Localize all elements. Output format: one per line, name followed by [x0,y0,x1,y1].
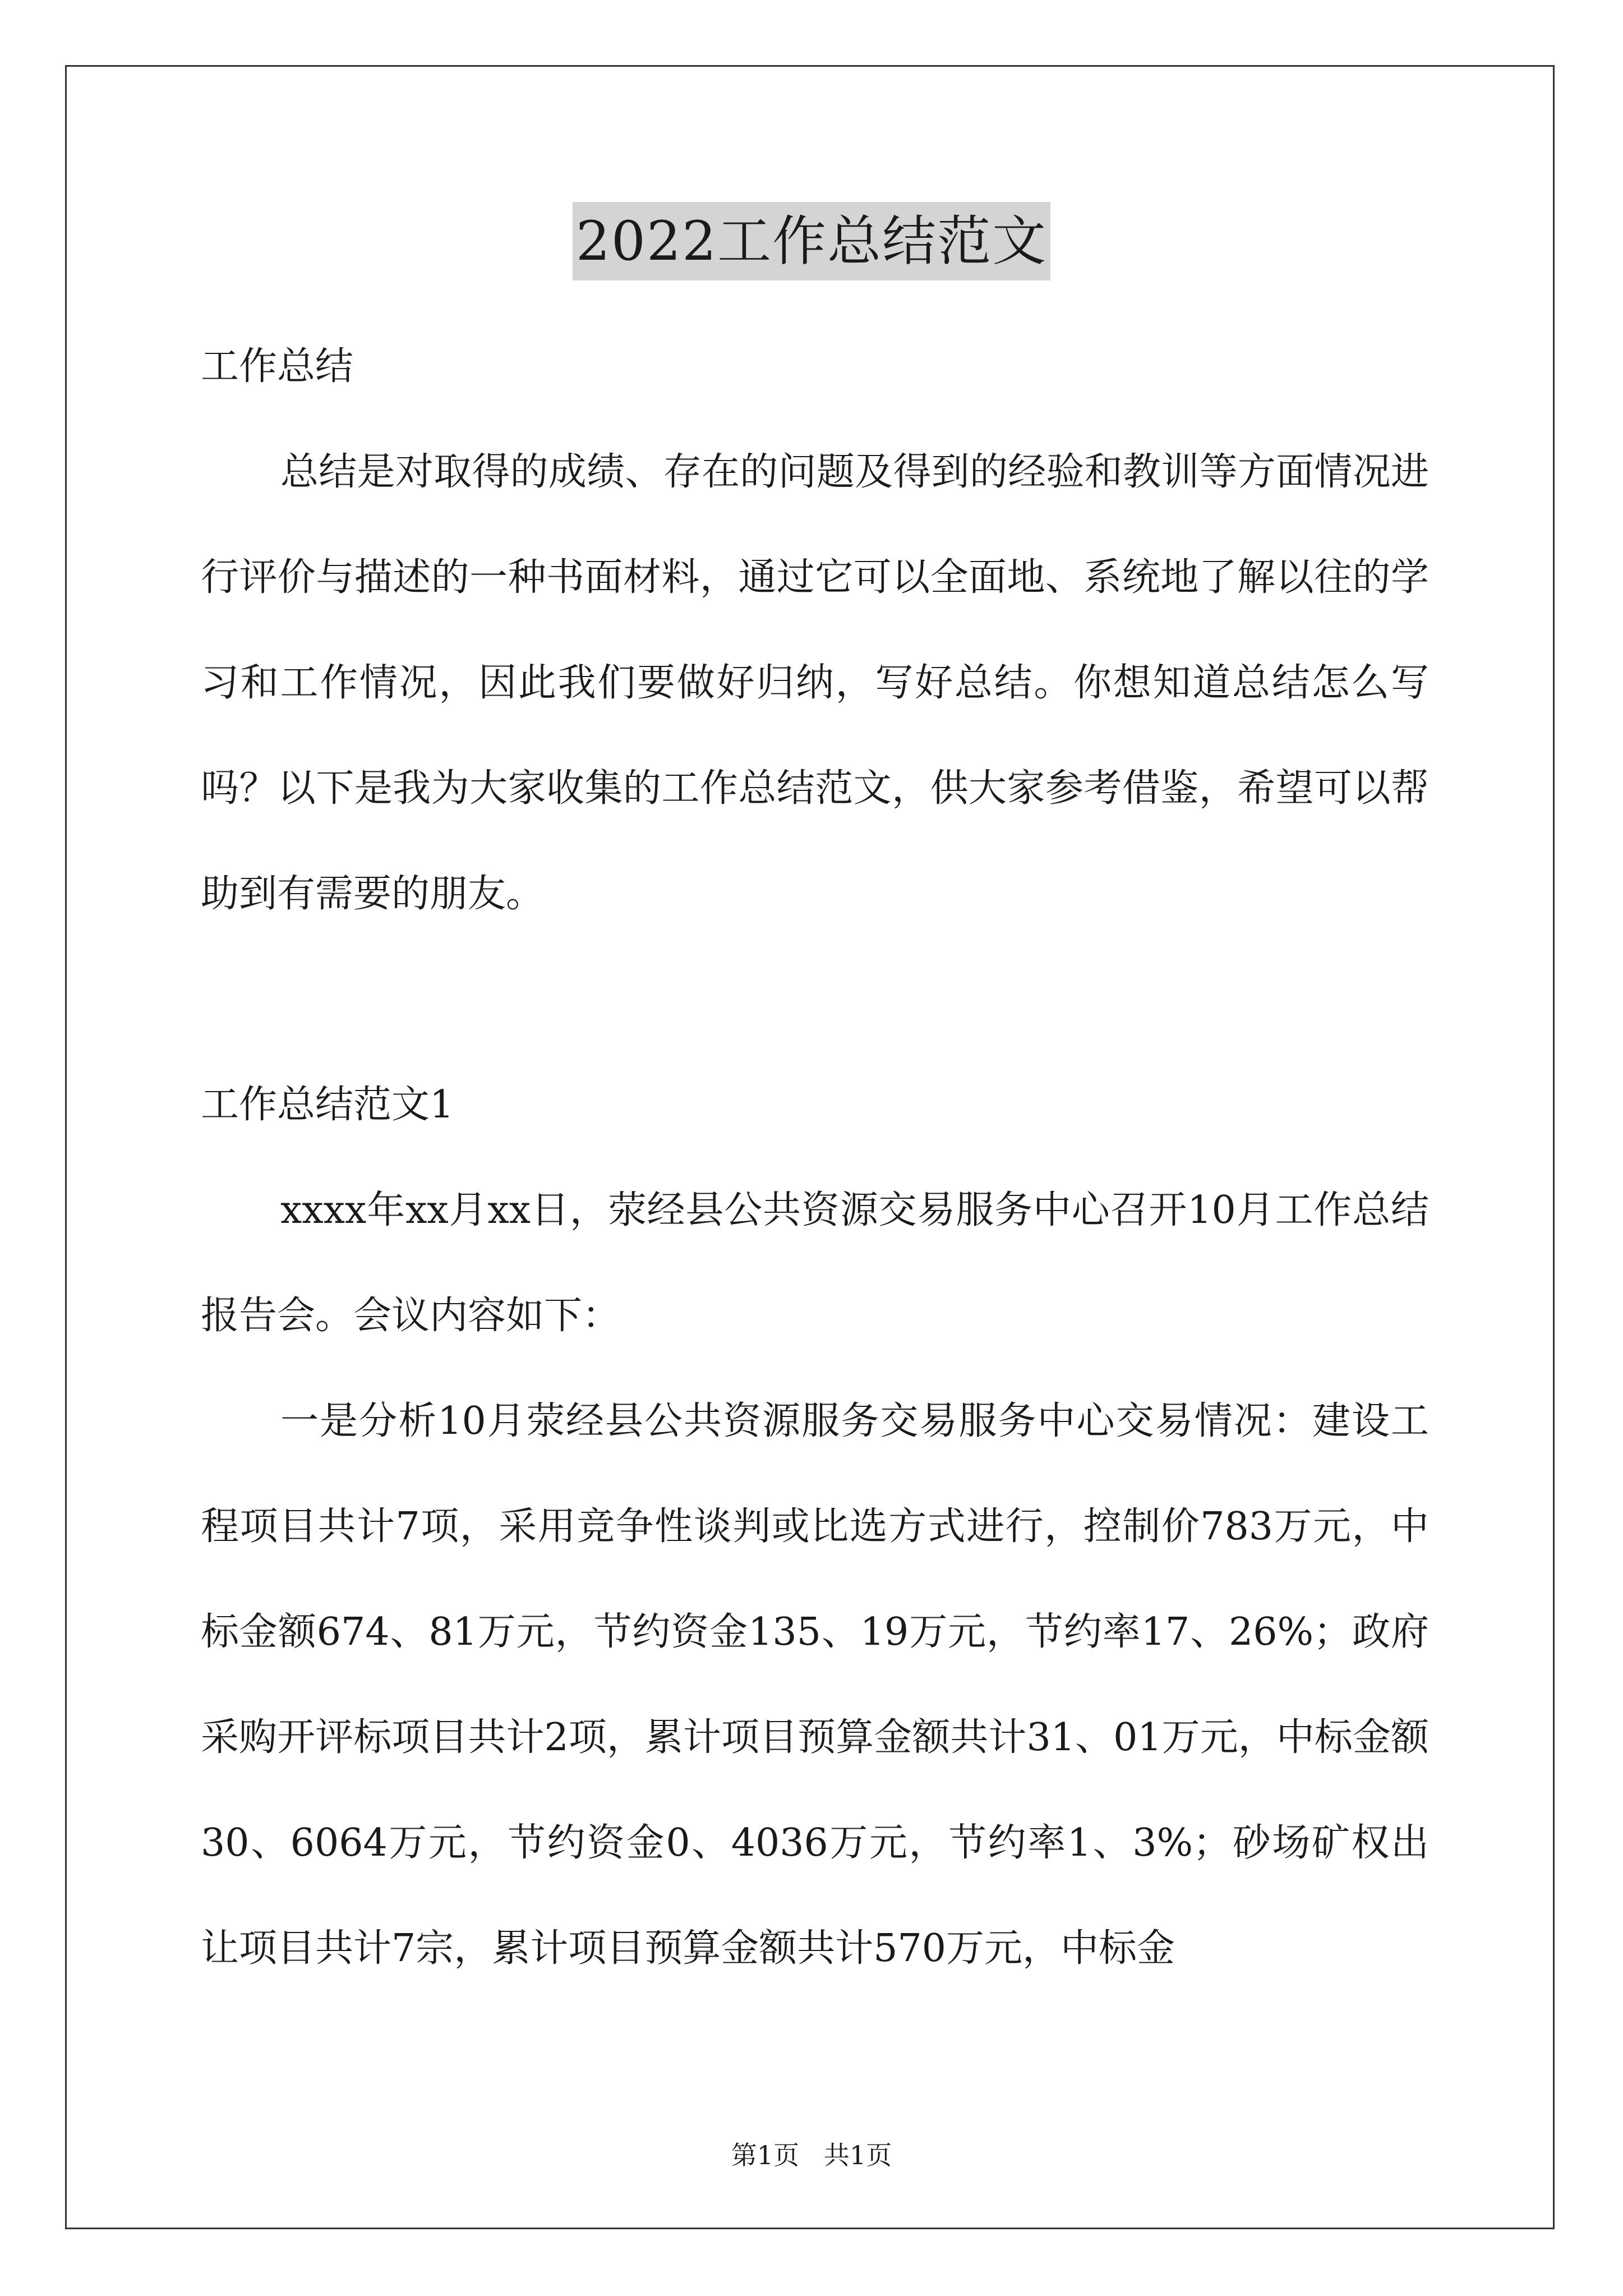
paragraph-spacer [201,947,1429,1052]
example-paragraph-1: xxxx年xx月xx日，荥经县公共资源交易服务中心召开10月工作总结报告会。会议内容如下： [201,1188,1429,1338]
intro-paragraph: 总结是对取得的成绩、存在的问题及得到的经验和教训等方面情况进行评价与描述的一种书面材料，通过它可以全面地、系统地了解以往的学习和工作情况，因此我们要做好归纳，写好总结。你想知道总结怎么写吗？以下是我为大家收集的工作总结范文，供大家参考借鉴，希望可以帮助到有需要的朋友。 [201,450,1429,916]
page-footer: 第1页 共1页 [731,2140,892,2170]
document-title: 2022工作总结范文 [573,202,1050,280]
title-container [0,202,1623,280]
document-body [201,314,1429,2001]
example-paragraph-2: 一是分析10月荥经县公共资源服务交易服务中心交易情况：建设工程项目共计7项，采用竞争性谈判或比选方式进行，控制价783万元，中标金额674、81万元，节约资金135、19万元，节约率17、26%；政府采购开评标项目共计2项，累计项目预算金额共计31、01万元，中标金额30、6064万元，节约资金0、4036万元，节约率1、3%；砂场矿权出让项目共计7宗，累计项目预算金额共计570万元，中标金 [201,1399,1429,1971]
section-heading: 工作总结 [201,344,354,389]
example-heading: 工作总结范文1 [201,1083,454,1127]
